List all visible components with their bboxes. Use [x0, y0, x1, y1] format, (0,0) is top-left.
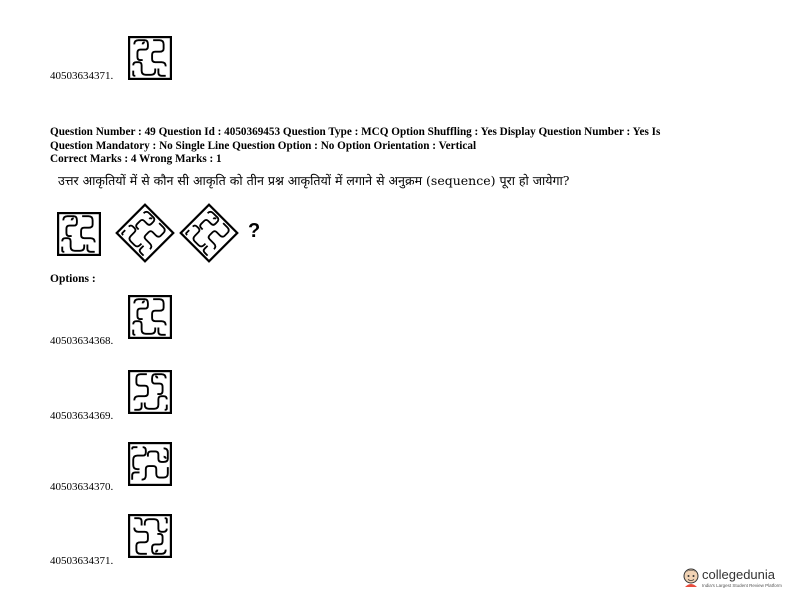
logo-tagline: India's Largest Student Review Platform — [702, 583, 782, 588]
question-meta-line2: Question Mandatory : No Single Line Question Option : No Option Orientation : Vertical — [50, 139, 477, 152]
question-figure-2 — [114, 202, 176, 264]
option-figure-1[interactable] — [128, 295, 172, 339]
mascot-icon — [682, 566, 700, 588]
question-figure-3 — [178, 202, 240, 264]
question-marks: Correct Marks : 4 Wrong Marks : 1 — [50, 153, 222, 165]
option-figure-2[interactable] — [128, 370, 172, 414]
option-figure-top — [128, 36, 172, 80]
question-meta-line1: Question Number : 49 Question Id : 4050369453 Question Type : MCQ Option Shuffling : Yes Display Question Number : Yes Is — [50, 126, 661, 138]
option-id-3[interactable]: 40503634370. — [50, 481, 114, 493]
option-id-4[interactable]: 40503634371. — [50, 555, 114, 567]
options-label: Options : — [50, 273, 96, 285]
question-meta — [50, 126, 750, 167]
option-figure-3[interactable] — [128, 442, 172, 486]
collegedunia-logo — [682, 564, 782, 598]
question-mark-symbol: ? — [248, 220, 261, 242]
option-id-2[interactable]: 40503634369. — [50, 410, 114, 422]
option-figure-4[interactable] — [128, 514, 172, 558]
question-figure-1 — [57, 212, 101, 256]
option-id-1[interactable]: 40503634368. — [50, 335, 114, 347]
logo-name: collegedunia — [702, 567, 776, 582]
option-id-top: 40503634371. — [50, 70, 114, 82]
question-text: उत्तर आकृतियों में से कौन सी आकृति को तीन प्रश्न आकृतियों में लगाने से अनुक्रम (sequence) पूरा हो जायेगा? — [58, 173, 570, 188]
